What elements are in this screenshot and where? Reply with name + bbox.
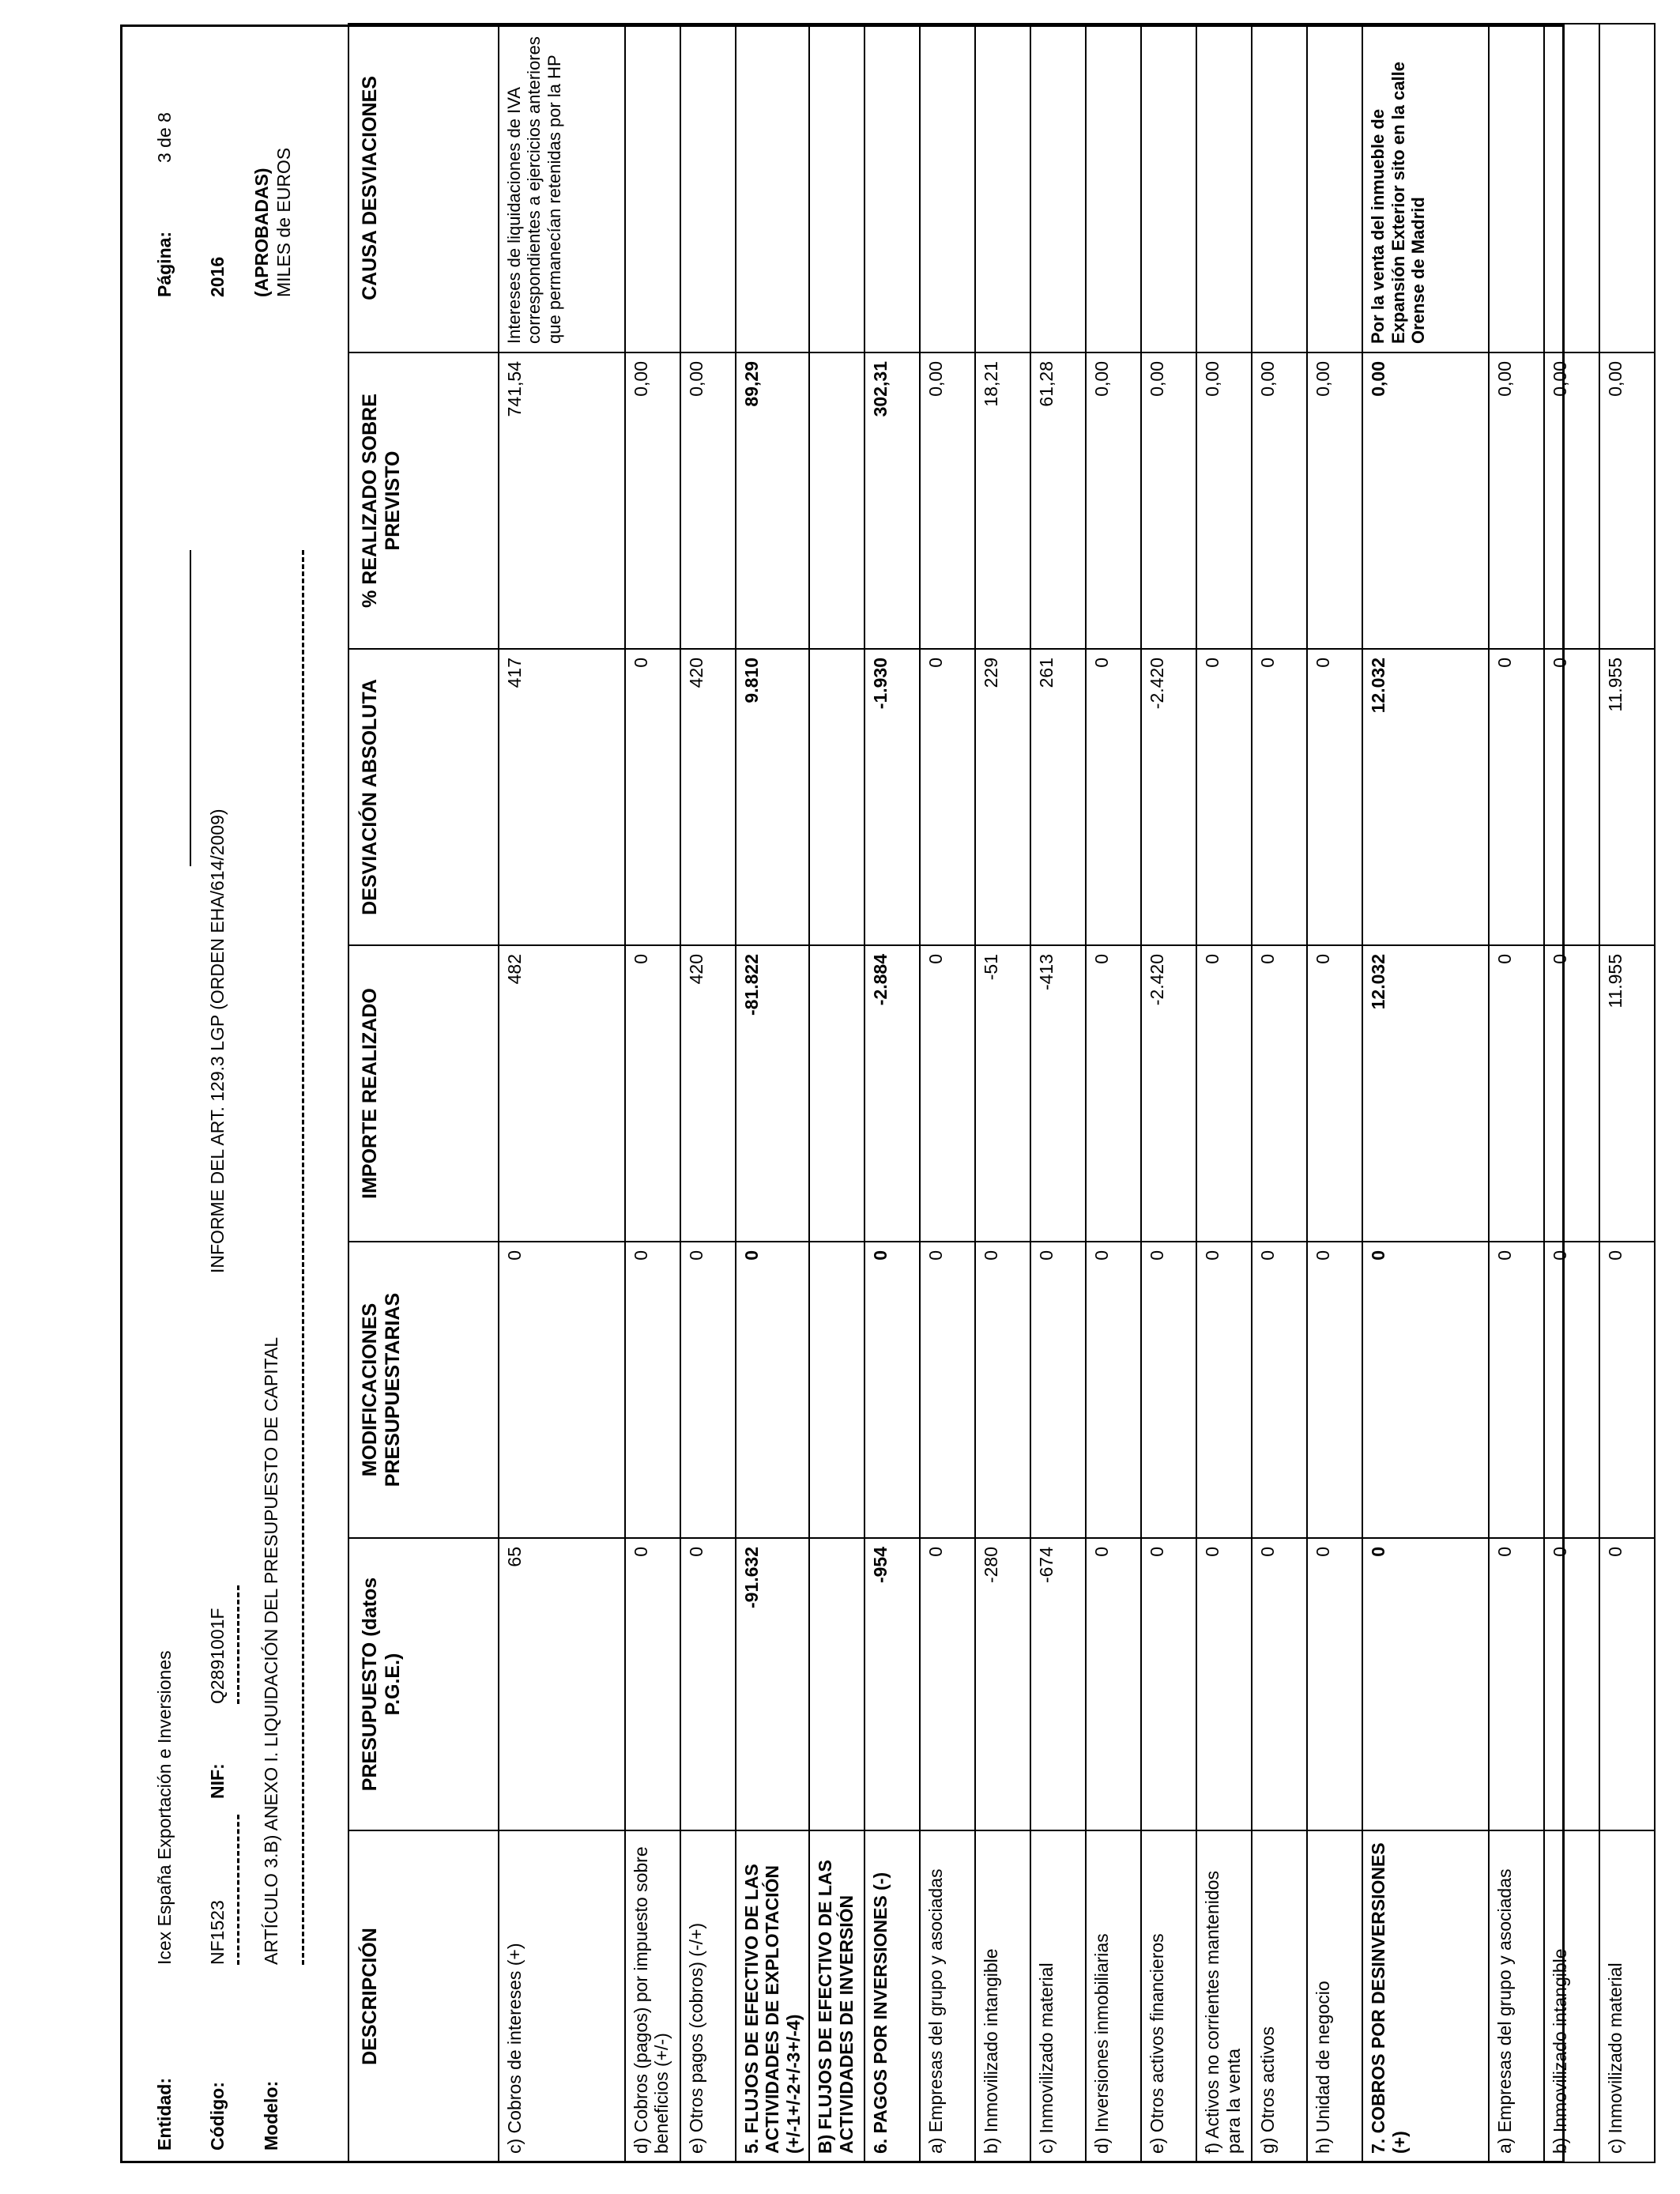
cell-causa	[1141, 24, 1196, 352]
cell-desviacion: -1.930	[864, 649, 920, 945]
cell-importe: -2.420	[1141, 945, 1196, 1242]
cell-porcentaje	[809, 352, 864, 649]
cell-porcentaje: 0,00	[1489, 352, 1544, 649]
codigo-value: NF1523	[207, 1900, 228, 1965]
table-row	[1196, 24, 1252, 2162]
cell-porcentaje: 89,29	[736, 352, 809, 649]
cell-presupuesto: -674	[1030, 1538, 1086, 1830]
cell-modificaciones: 0	[1196, 1242, 1252, 1538]
cell-importe: 11.955	[1599, 945, 1655, 1242]
pagina-label: Página:	[154, 231, 175, 297]
table-row	[499, 24, 625, 2162]
cell-presupuesto: 65	[499, 1538, 625, 1830]
cell-causa	[920, 24, 975, 352]
modelo-underline	[302, 550, 304, 1965]
cell-desviacion: 0	[1252, 649, 1307, 945]
cell-descripcion: c) Inmovilizado material	[1030, 1830, 1086, 2162]
table-row	[736, 24, 809, 2162]
cell-presupuesto: 0	[1307, 1538, 1362, 1830]
cell-modificaciones: 0	[975, 1242, 1030, 1538]
cell-presupuesto: 0	[1141, 1538, 1196, 1830]
cell-porcentaje: 0,00	[1599, 352, 1655, 649]
cell-porcentaje: 0,00	[625, 352, 680, 649]
cell-causa	[1086, 24, 1141, 352]
col-header-importe: IMPORTE REALIZADO	[348, 945, 499, 1242]
modelo-value: ARTÍCULO 3.B) ANEXO I. LIQUIDACIÓN DEL PRESUPUESTO DE CAPITAL	[261, 1336, 281, 1965]
nif-underline	[237, 1585, 239, 1704]
cell-descripcion: 6. PAGOS POR INVERSIONES (-)	[864, 1830, 920, 2162]
cell-modificaciones: 0	[1086, 1242, 1141, 1538]
cell-desviacion: 0	[1544, 649, 1599, 945]
codigo-label: Código:	[207, 2082, 228, 2151]
cell-porcentaje: 0,00	[1196, 352, 1252, 649]
cell-causa	[1544, 24, 1599, 352]
cell-causa: Intereses de liquidaciones de IVA correspondientes a ejercicios anteriores que permanecían retenidas por la HP	[499, 24, 625, 352]
cell-causa	[736, 24, 809, 352]
cell-porcentaje: 0,00	[1086, 352, 1141, 649]
budget-table	[348, 23, 1656, 2163]
nif-label: NIF:	[207, 1763, 228, 1799]
cell-descripcion: b) Inmovilizado intangible	[975, 1830, 1030, 2162]
cell-descripcion: c) Cobros de intereses (+)	[499, 1830, 625, 2162]
cell-desviacion: 0	[625, 649, 680, 945]
cell-modificaciones: 0	[736, 1242, 809, 1538]
cell-importe: 0	[1196, 945, 1252, 1242]
table-row	[1544, 24, 1599, 2162]
cell-importe: -51	[975, 945, 1030, 1242]
cell-porcentaje: 0,00	[1141, 352, 1196, 649]
cell-modificaciones: 0	[920, 1242, 975, 1538]
cell-modificaciones: 0	[625, 1242, 680, 1538]
cell-modificaciones: 0	[499, 1242, 625, 1538]
cell-porcentaje: 0,00	[680, 352, 736, 649]
cell-importe: 0	[1544, 945, 1599, 1242]
table-row	[809, 24, 864, 2162]
informe-rule	[190, 550, 191, 866]
cell-desviacion: 11.955	[1599, 649, 1655, 945]
cell-descripcion: d) Inversiones inmobiliarias	[1086, 1830, 1141, 2162]
cell-presupuesto: 0	[1544, 1538, 1599, 1830]
cell-presupuesto: -91.632	[736, 1538, 809, 1830]
cell-desviacion: 261	[1030, 649, 1086, 945]
col-header-porcentaje: % REALIZADO SOBRE PREVISTO	[348, 352, 499, 649]
cell-causa: Por la venta del inmueble de Expansión Exterior sito en la calle Orense de Madrid	[1362, 24, 1489, 352]
cell-modificaciones: 0	[1362, 1242, 1489, 1538]
cell-presupuesto: 0	[625, 1538, 680, 1830]
cell-descripcion: d) Cobros (pagos) por impuesto sobre beneficios (+/-)	[625, 1830, 680, 2162]
cell-descripcion: g) Otros activos	[1252, 1830, 1307, 2162]
cell-importe: 0	[1086, 945, 1141, 1242]
informe-title: INFORME DEL ART. 129.3 LGP (ORDEN EHA/614/2009)	[207, 809, 228, 1273]
cell-desviacion: -2.420	[1141, 649, 1196, 945]
cell-importe: 420	[680, 945, 736, 1242]
table-row	[920, 24, 975, 2162]
cell-descripcion: 5. FLUJOS DE EFECTIVO DE LAS ACTIVIDADES DE EXPLOTACIÓN (+/-1+/-2+/-3+/-4)	[736, 1830, 809, 2162]
table-row	[864, 24, 920, 2162]
col-header-presupuesto: PRESUPUESTO (datos P.G.E.)	[348, 1538, 499, 1830]
table-row	[1307, 24, 1362, 2162]
cell-importe: 0	[625, 945, 680, 1242]
cell-descripcion: e) Otros activos financieros	[1141, 1830, 1196, 2162]
cell-descripcion: a) Empresas del grupo y asociadas	[1489, 1830, 1544, 2162]
entidad-label: Entidad:	[154, 2078, 175, 2151]
entidad-value: Icex España Exportación e Inversiones	[154, 1650, 175, 1965]
cell-importe: 482	[499, 945, 625, 1242]
cell-importe: 0	[1489, 945, 1544, 1242]
cell-desviacion: 9.810	[736, 649, 809, 945]
cell-importe: 0	[1307, 945, 1362, 1242]
cell-causa	[1307, 24, 1362, 352]
cell-modificaciones: 0	[680, 1242, 736, 1538]
cell-porcentaje: 302,31	[864, 352, 920, 649]
cell-desviacion: 0	[1307, 649, 1362, 945]
cell-porcentaje: 0,00	[920, 352, 975, 649]
cell-porcentaje: 0,00	[1252, 352, 1307, 649]
cell-modificaciones	[809, 1242, 864, 1538]
cell-modificaciones: 0	[1252, 1242, 1307, 1538]
table-body	[499, 24, 1655, 2162]
col-header-desviacion: DESVIACIÓN ABSOLUTA	[348, 649, 499, 945]
cell-causa	[1030, 24, 1086, 352]
table-row	[975, 24, 1030, 2162]
cell-causa	[1252, 24, 1307, 352]
units: MILES de EUROS	[273, 147, 294, 297]
cell-porcentaje: 0,00	[1544, 352, 1599, 649]
cell-desviacion: 420	[680, 649, 736, 945]
cell-descripcion: b) Inmovilizado intangible	[1544, 1830, 1599, 2162]
cell-porcentaje: 741,54	[499, 352, 625, 649]
cell-presupuesto: 0	[1599, 1538, 1655, 1830]
cell-importe: 0	[920, 945, 975, 1242]
cell-presupuesto: 0	[920, 1538, 975, 1830]
col-header-modificaciones: MODIFICACIONES PRESUPUESTARIAS	[348, 1242, 499, 1538]
pagina-value: 3 de 8	[154, 112, 175, 163]
cell-presupuesto: 0	[1252, 1538, 1307, 1830]
table-row	[1086, 24, 1141, 2162]
cell-importe: 0	[1252, 945, 1307, 1242]
cell-desviacion: 0	[1086, 649, 1141, 945]
table-row	[1489, 24, 1544, 2162]
cell-porcentaje: 18,21	[975, 352, 1030, 649]
cell-descripcion: h) Unidad de negocio	[1307, 1830, 1362, 2162]
cell-presupuesto: 0	[1362, 1538, 1489, 1830]
cell-presupuesto: 0	[1086, 1538, 1141, 1830]
cell-causa	[1196, 24, 1252, 352]
cell-desviacion: 0	[1196, 649, 1252, 945]
cell-causa	[809, 24, 864, 352]
table-row	[1141, 24, 1196, 2162]
cell-desviacion: 417	[499, 649, 625, 945]
table-header-row	[348, 24, 499, 2162]
cell-porcentaje: 0,00	[1362, 352, 1489, 649]
cell-porcentaje: 61,28	[1030, 352, 1086, 649]
cell-presupuesto: 0	[1489, 1538, 1544, 1830]
cell-modificaciones: 0	[1030, 1242, 1086, 1538]
nif-value: Q2891001F	[207, 1608, 228, 1704]
cell-desviacion: 0	[920, 649, 975, 945]
cell-presupuesto	[809, 1538, 864, 1830]
cell-causa	[680, 24, 736, 352]
cell-descripcion: B) FLUJOS DE EFECTIVO DE LAS ACTIVIDADES DE INVERSIÓN	[809, 1830, 864, 2162]
cell-importe: -2.884	[864, 945, 920, 1242]
cell-descripcion: 7. COBROS POR DESINVERSIONES (+)	[1362, 1830, 1489, 2162]
codigo-underline	[237, 1815, 239, 1965]
cell-causa	[1489, 24, 1544, 352]
table-row	[1599, 24, 1655, 2162]
cell-presupuesto: -280	[975, 1538, 1030, 1830]
cell-porcentaje: 0,00	[1307, 352, 1362, 649]
col-header-descripcion: DESCRIPCIÓN	[348, 1830, 499, 2162]
cell-presupuesto: -954	[864, 1538, 920, 1830]
table-row	[1252, 24, 1307, 2162]
cell-causa	[1599, 24, 1655, 352]
col-header-causa: CAUSA DESVIACIONES	[348, 24, 499, 352]
cell-desviacion: 229	[975, 649, 1030, 945]
table-row	[1030, 24, 1086, 2162]
cell-descripcion: c) Inmovilizado material	[1599, 1830, 1655, 2162]
cell-causa	[625, 24, 680, 352]
cell-modificaciones: 0	[1599, 1242, 1655, 1538]
cell-descripcion: e) Otros pagos (cobros) (-/+)	[680, 1830, 736, 2162]
cell-causa	[864, 24, 920, 352]
status-approved: (APROBADAS)	[251, 168, 272, 297]
cell-desviacion: 12.032	[1362, 649, 1489, 945]
cell-descripcion: f) Activos no corrientes mantenidos para la venta	[1196, 1830, 1252, 2162]
cell-importe: -413	[1030, 945, 1086, 1242]
cell-desviacion	[809, 649, 864, 945]
cell-modificaciones: 0	[864, 1242, 920, 1538]
table-row	[625, 24, 680, 2162]
cell-presupuesto: 0	[680, 1538, 736, 1830]
cell-descripcion: a) Empresas del grupo y asociadas	[920, 1830, 975, 2162]
cell-causa	[975, 24, 1030, 352]
cell-modificaciones: 0	[1489, 1242, 1544, 1538]
cell-modificaciones: 0	[1307, 1242, 1362, 1538]
cell-modificaciones: 0	[1141, 1242, 1196, 1538]
cell-presupuesto: 0	[1196, 1538, 1252, 1830]
modelo-label: Modelo:	[261, 2080, 281, 2151]
cell-importe: -81.822	[736, 945, 809, 1242]
cell-modificaciones: 0	[1544, 1242, 1599, 1538]
year: 2016	[207, 256, 228, 297]
table-row	[680, 24, 736, 2162]
table-row	[1362, 24, 1489, 2162]
cell-importe	[809, 945, 864, 1242]
cell-desviacion: 0	[1489, 649, 1544, 945]
cell-importe: 12.032	[1362, 945, 1489, 1242]
